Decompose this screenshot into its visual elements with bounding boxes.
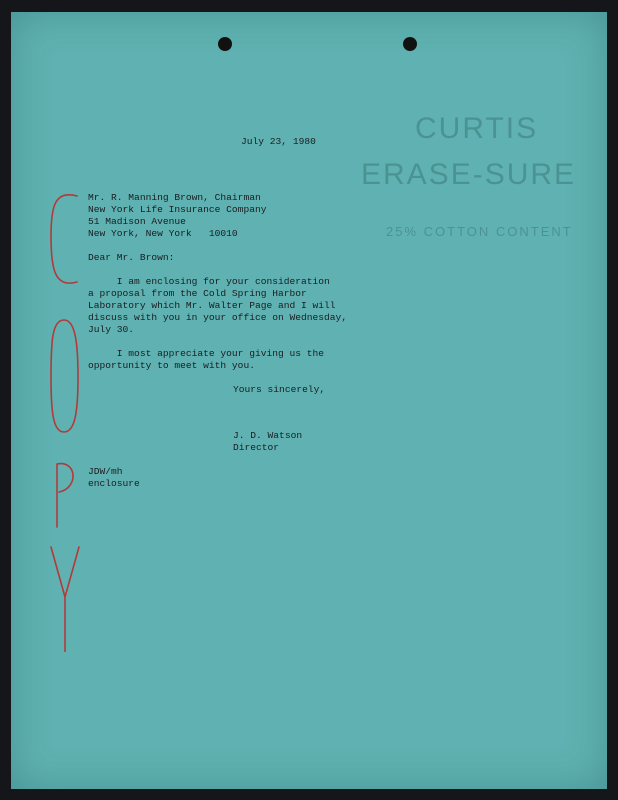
copy-letter-p xyxy=(57,464,73,527)
paragraph1-line2: a proposal from the Cold Spring Harbor xyxy=(88,288,307,299)
letter-date: July 23, 1980 xyxy=(241,136,316,147)
recipient-line2: New York Life Insurance Company xyxy=(88,204,267,215)
watermark-line2: ERASE-SURE xyxy=(361,158,577,191)
typist-initials: JDW/mh xyxy=(88,466,123,477)
paragraph2-line1: I most appreciate your giving us the xyxy=(88,348,325,359)
signature-title: Director xyxy=(233,442,280,453)
paragraph2-line2: opportunity to meet with you. xyxy=(88,360,255,371)
copy-letter-y xyxy=(51,547,79,652)
copy-stamp xyxy=(47,192,83,652)
signature-name: J. D. Watson xyxy=(233,430,303,441)
watermark-line3: 25% COTTON CONTENT xyxy=(386,224,573,239)
watermark-line1: CURTIS xyxy=(415,112,539,145)
punch-hole-right xyxy=(403,37,417,51)
enclosure-note: enclosure xyxy=(88,478,140,489)
recipient-line4: New York, New York 10010 xyxy=(88,228,238,239)
copy-letter-c xyxy=(51,195,77,283)
letter-sheet xyxy=(11,12,607,789)
paragraph1-line5: July 30. xyxy=(88,324,135,335)
paragraph1-line1: I am enclosing for your consideration xyxy=(88,276,330,287)
recipient-line3: 51 Madison Avenue xyxy=(88,216,186,227)
closing: Yours sincerely, xyxy=(233,384,326,395)
salutation: Dear Mr. Brown: xyxy=(88,252,175,263)
punch-hole-left xyxy=(218,37,232,51)
paragraph1-line3: Laboratory which Mr. Walter Page and I will xyxy=(88,300,336,311)
paragraph1-line4: discuss with you in your office on Wednesday, xyxy=(88,312,348,323)
recipient-line1: Mr. R. Manning Brown, Chairman xyxy=(88,192,261,203)
copy-letter-o xyxy=(51,320,78,432)
